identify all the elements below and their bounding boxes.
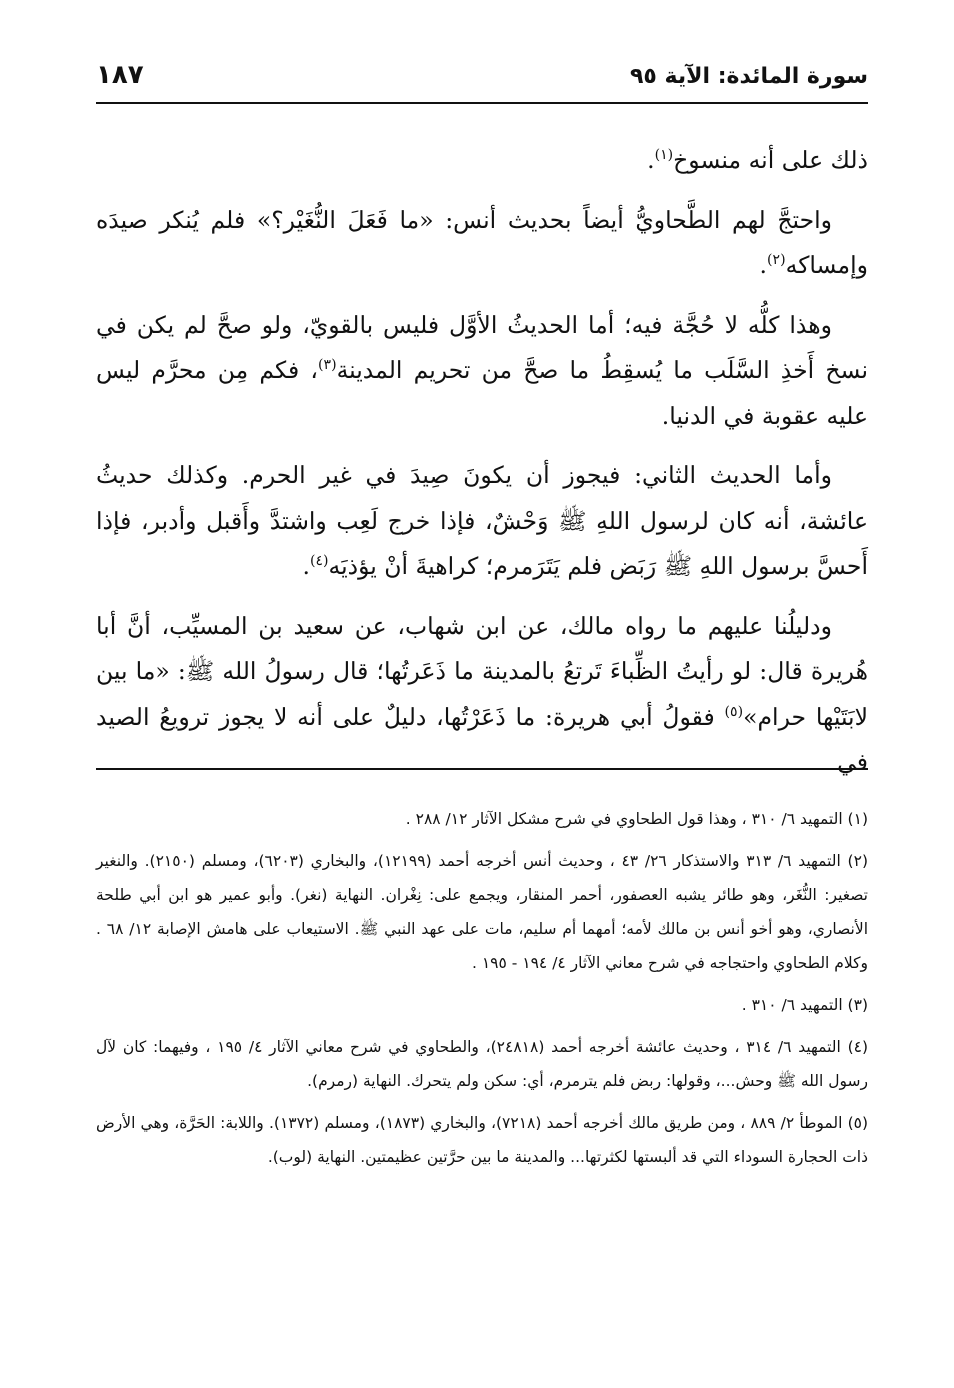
paragraph-5 <box>96 604 868 786</box>
footnote-ref-3: (٣) <box>318 357 337 374</box>
paragraph-2-text: واحتجَّ لهم الطَّحاويُّ أيضاً بحديث أنس: «ما فَعَلَ النُّغَيْر؟» فلم يُنكر صيدَه وإمساكه <box>96 205 868 279</box>
paragraph-5-text-a: ودليلُنا عليهم ما رواه مالك، عن ابن شهاب، عن سعيد بن المسيِّب، أنَّ أبا هُريرة قال: لو رأيتُ الظِّباءَ تَرتعُ بالمدينة ما ذَعَرتُها؛ قال رسولُ الله ﷺ: «ما بين لابَتَيْها حرام» <box>96 611 868 731</box>
footnote-ref-5: (٥) <box>724 703 744 720</box>
paragraph-1-text: ذلك على أنه منسوخ <box>673 146 868 174</box>
paragraph-2 <box>96 198 868 289</box>
paragraph-3-text-b: ، فكم مِن محرَّم ليس عليه عقوبة في الدنيا. <box>96 356 868 430</box>
paragraph-3 <box>96 303 868 440</box>
footnote-4: (٤) التمهيد ٦/ ٣١٤ ، وحديث عائشة أخرجه أحمد (٢٤٨١٨)، والطحاوي في شرح معاني الآثار ٤/ ١٩٥ ، وفيهما: كان لآل رسول الله ﷺ وحش...، وقولها: ربض فلم يترمرم، أي: سكن ولم يتحرك. النهاية (رمرم). <box>96 1038 869 1090</box>
paragraph-4-text: وأما الحديث الثاني: فيجوز أن يكونَ صِيدَ في غير الحرم. وكذلك حديثُ عائشة، أنه كان لرسول اللهِ ﷺ وَحْشٌ، فإذا خرج لَعِب واشتدَّ وأَقبل وأدبر، فإذا أَحسَّ برسول اللهِ ﷺ رَبَض فلم يَتَرَمرم؛ كراهيةَ أنْ يؤذيَه <box>96 461 868 580</box>
paragraph-5-text-b: فقولُ أبي هريرة: ما ذَعَرْتُها، دليلٌ على أنه لا يجوز ترويعُ الصيد في <box>96 702 868 776</box>
footnote-2: (٢) التمهيد ٦/ ٣١٣ والاستذكار ٢٦/ ٤٣ ، وحديث أنس أخرجه أحمد (١٢١٩٩)، والبخاري (٦٢٠٣)، ومسلم (٢١٥٠). والنغير تصغير: النُّغَر، وهو طائر يشبه العصفور، أحمر المنقار، ويجمع على: نِغْران. النهاية (نغر). وأبو عمير هو ابن أبي طلحة الأنصاري، وهو أخو أنس بن مالك لأمه؛ أمهما أم سليم، مات على عهد النبي ﷺ. الاستيعاب على هامش الإصابة ١٢/ ٦٨ . وكلام الطحاوي واحتجاجه في شرح معاني الآثار ٤/ ١٩٤ - ١٩٥ . <box>96 852 869 972</box>
footnote-separator <box>96 768 868 770</box>
running-head: سورة المائدة: الآية ٩٥ <box>629 64 868 89</box>
footnote-3: (٣) التمهيد ٦/ ٣١٠ . <box>741 996 868 1014</box>
footnote-ref-1: (١) <box>654 147 674 164</box>
footnote-ref-4: (٤) <box>309 553 329 570</box>
paragraph-4-end: . <box>302 552 310 580</box>
footnote-1: (١) التمهيد ٦/ ٣١٠ ، وهذا قول الطحاوي في شرح مشكل الآثار ١٢/ ٢٨٨ . <box>405 810 868 828</box>
page-header <box>96 58 868 104</box>
paragraph-1 <box>96 138 868 184</box>
page-number: ١٨٧ <box>96 60 144 90</box>
paragraph-4 <box>96 453 868 590</box>
main-text <box>96 138 868 800</box>
paragraph-2-end: . <box>759 251 768 279</box>
footnote-ref-2: (٢) <box>767 252 786 269</box>
footnotes <box>96 802 868 1182</box>
footnote-5: (٥) الموطأ ٢/ ٨٨٩ ، ومن طريق مالك أخرجه أحمد (٧٢١٨)، والبخاري (١٨٧٣)، ومسلم (١٣٧٢). واللابة: الحَرَّة، وهي الأرض ذات الحجارة السوداء التي قد ألبستها لكثرتها... والمدينة ما بين حرَّتين عظيمتين. النهاية (لوب). <box>96 1114 869 1166</box>
paragraph-3-text-a: وهذا كلُّه لا حُجَّة فيه؛ أما الحديثُ الأوَّل فليس بالقويّ، ولو صحَّ لم يكن في نسخ أَخذِ السَّلَب ما يُسقِطُ ما صحَّ من تحريم المدينة <box>96 310 868 384</box>
paragraph-1-end: . <box>647 146 655 174</box>
